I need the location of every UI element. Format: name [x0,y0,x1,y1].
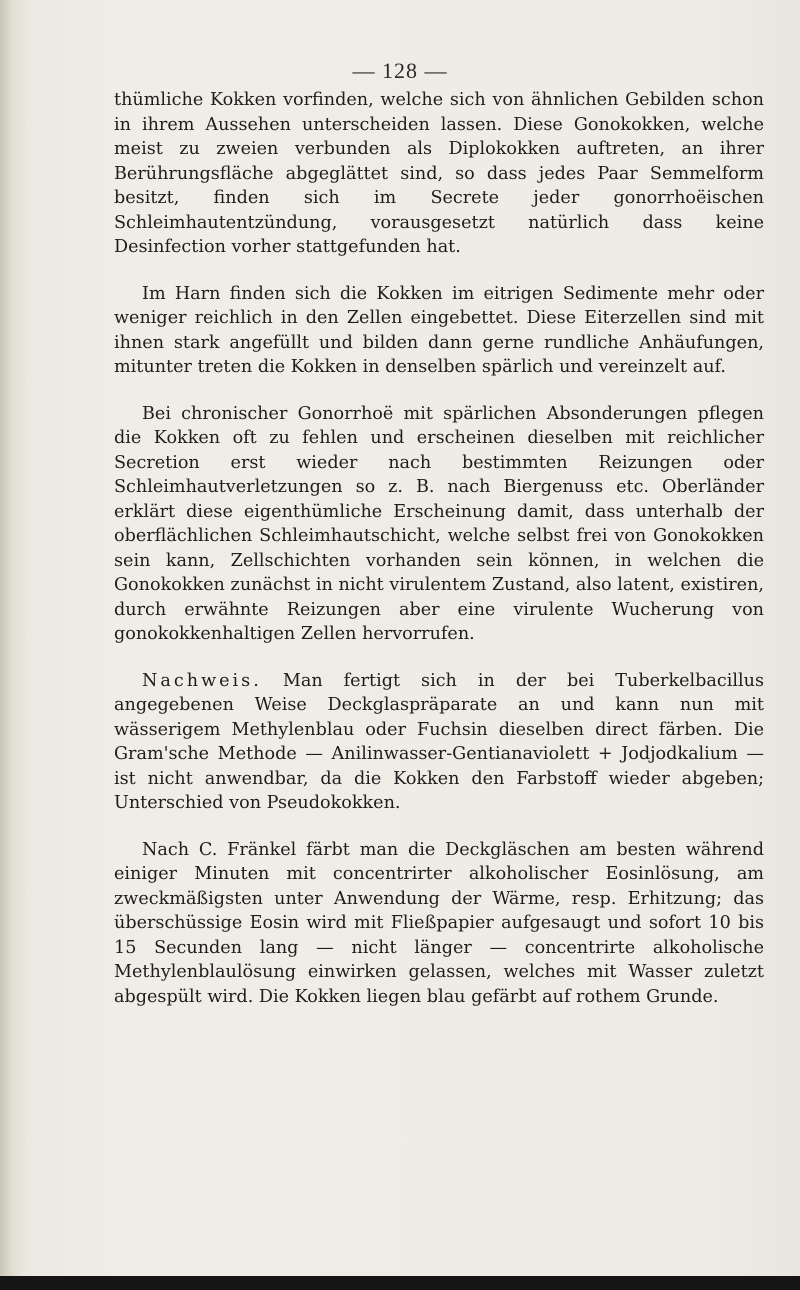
scan-bottom-edge [0,1276,800,1290]
paragraph-2-text: Im Harn finden sich die Kokken im eitrigen Sedimente mehr oder weniger reichlich in den Zellen eingebettet. Diese Eiterzellen sind mit ihnen stark angefüllt und bilden dann gerne rundliche Anhäufungen, mitunter treten die Kokken in denselben spärlich und vereinzelt auf. [114,283,764,377]
paragraph-1-text: thümliche Kokken vorfinden, welche sich von ähnlichen Gebilden schon in ihrem Aussehen unterscheiden lassen. Diese Gonokokken, welche meist zu zweien verbunden als Diplokokken auftreten, an ihrer Berührungsfläche abgeglättet sind, so dass jedes Paar Semmelform besitzt, finden sich im Secrete jeder gonorrhoëischen Schleimhautentzündung, vorausgesetzt natürlich dass keine Desinfection vorher stattgefunden hat. [114,90,764,257]
paragraph-3-text: Bei chronischer Gonorrhoë mit spärlichen Absonderungen pflegen die Kokken oft zu fehlen und erscheinen dieselben mit reichlicher Secretion erst wieder nach bestimmten Reizungen oder Schleimhautverletzungen so z. B. nach Biergenuss etc. Oberländer erklärt diese eigenthümliche Erscheinung damit, dass unterhalb der oberflächlichen Schleimhautschicht, welche selbst frei von Gonokokken sein kann, Zellschichten vorhanden sein können, in welchen die Gonokokken zunächst in nicht virulentem Zustand, also latent, existiren, durch erwähnte Reizungen aber eine virulente Wucherung von gonokokkenhaltigen Zellen hervorrufen. [114,403,764,644]
paragraph-3 [114,402,764,647]
page-number-header: — 128 — [352,58,448,83]
paragraph-1 [114,88,764,260]
paragraph-5-text: Nach C. Fränkel färbt man die Deckgläschen am besten während einiger Minuten mit concentrirter alkoholischer Eosinlösung, am zweckmäßigsten unter Anwendung der Wärme, resp. Erhitzung; das überschüssige Eosin wird mit Fließpapier aufgesaugt und sofort 10 bis 15 Secunden lang — nicht länger — concentrirte alkoholische Methylenblaulösung einwirken gelassen, welches mit Wasser zuletzt abgespült wird. Die Kokken liegen blau gefärbt auf rothem Grunde. [114,839,764,1007]
paragraph-4 [114,669,764,816]
paragraph-5 [114,838,764,1010]
body-text [114,88,764,1009]
paragraph-2 [114,282,764,380]
paragraph-4-text: Man fertigt sich in der bei Tuberkelbacillus angegebenen Weise Deckglaspräparate an und kann nun mit wässerigem Methylenblau oder Fuchsin dieselben direct färben. Die Gram'sche Methode — Anilinwasser-Gentianaviolett + Jodjodkalium — ist nicht anwendbar, da die Kokken den Farbstoff wieder abgeben; Unterschied von Pseudokokken. [114,670,764,813]
paragraph-4-lead: Nachweis. [142,670,262,691]
page-binding-edge [0,0,12,1290]
